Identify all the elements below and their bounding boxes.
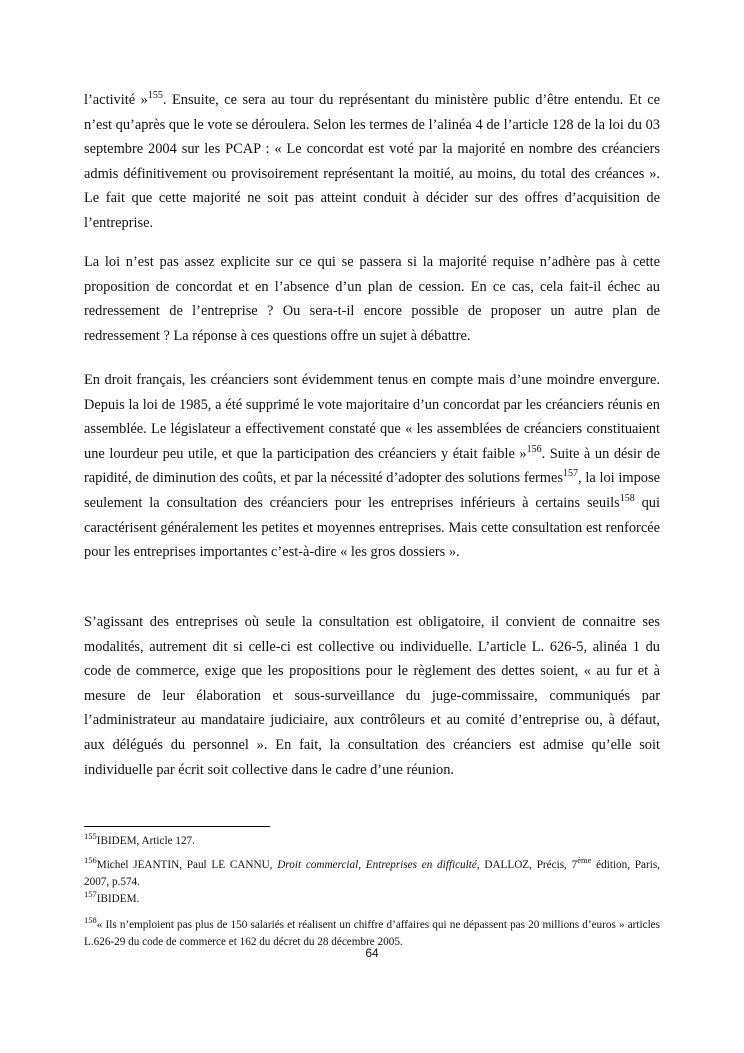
footnote-separator [84, 826, 270, 827]
page-number: 64 [365, 946, 379, 960]
book-title: Droit commercial, Entreprises en difficulté [277, 859, 477, 871]
footnote-157 [84, 891, 660, 908]
footnote-number: 157 [84, 889, 97, 899]
text: , la loi impose seulement la consultation des créanciers pour les entreprises inférieurs à certains seuils [84, 470, 660, 511]
footnote-ref-157[interactable]: 157 [563, 468, 578, 480]
text: . Ensuite, ce sera au tour du représentant du ministère public d’être entendu. Et ce n’est qu’après que le vote se déroulera. Selon les termes de l’alinéa 4 de l’article 128 de la loi du 03 septembre 2004 sur les PCAP : « Le concordat est voté par la majorité en nombre des créanciers admis définitivement ou provisoirement représentant la moitié, au moins, du total des créances ». Le fait que cette majorité ne soit pas atteint conduit à décider sur des offres d’acquisition de l’entreprise. [84, 92, 660, 231]
footnote-text: IBIDEM, Article 127. [96, 835, 195, 847]
footnote-text: Michel JEANTIN, Paul LE CANNU, [96, 859, 278, 871]
text: qui caractérisent généralement les petites et moyennes entreprises. Mais cette consultation est renforcée pour les entreprises importantes c’est-à-dire « les gros dossiers ». [84, 494, 660, 561]
paragraph-4 [84, 610, 660, 782]
footnote-number: 156 [84, 855, 97, 865]
paragraph-1 [84, 88, 660, 236]
footnote-text: , DALLOZ, Précis, 7 [476, 859, 578, 871]
text: En droit français, les créanciers sont évidemment tenus en compte mais d’une moindre envergure. Depuis la loi de 1985, a été supprimé le vote majoritaire d’un concordat par les créanciers réunis en assemblée. Le législateur a effectivement constaté que « les assemblées de créanciers constituaient une lourdeur peu utile, et que la participation des créanciers y était faible » [84, 372, 660, 462]
footnote-155 [84, 833, 660, 850]
footnote-ref-156[interactable]: 156 [526, 443, 542, 455]
text: . Suite à un désir de rapidité, de diminution des coûts, et par la nécessité d’adopter des solutions fermes [84, 445, 660, 487]
footnote-number: 158 [84, 915, 97, 925]
footnote-156 [84, 857, 660, 891]
paragraph-2 [84, 250, 660, 348]
text: l’activité » [84, 92, 148, 108]
ordinal-suffix: ème [577, 855, 592, 865]
paragraph-3 [84, 368, 660, 565]
text: La loi n’est pas assez explicite sur ce qui se passera si la majorité requise n’adhère pas à cette proposition de concordat et en l’absence d’un plan de cession. En ce cas, cela fait-il échec au redressement de l’entreprise ? Ou sera-t-il encore possible de proposer un autre plan de redressement ? La réponse à ces questions offre un sujet à débattre. [84, 254, 660, 344]
footnote-ref-155[interactable]: 155 [147, 90, 163, 101]
footnote-text: « Ils n’emploient pas plus de 150 salariés et réalisent un chiffre d’affaires qui ne dépassent pas 20 millions d’euros » articles L.626-29 du code de commerce et 162 du décret du 28 décembre 2005. [84, 919, 660, 948]
footnote-text: édition, Paris, 2007, p.574. [84, 859, 660, 888]
footnote-text: IBIDEM. [96, 893, 140, 905]
text: S’agissant des entreprises où seule la consultation est obligatoire, il convient de connaitre ses modalités, autrement dit si celle-ci est collective ou individuelle. L’article L. 626-5, alinéa 1 du code de commerce, exige que les propositions pour le règlement des dettes soient, « au fur et à mesure de leur élaboration et sous-surveillance du juge-commissaire, communiqués par l’administrateur au mandataire judiciaire, aux contrôleurs et au comité d’entreprise ou, à défaut, aux délégués du personnel ». En fait, la consultation des créanciers est admise qu’elle soit individuelle par écrit soit collective dans le cadre d’une réunion. [84, 614, 660, 778]
footnote-number: 155 [84, 831, 97, 841]
footnote-ref-158[interactable]: 158 [619, 492, 635, 504]
